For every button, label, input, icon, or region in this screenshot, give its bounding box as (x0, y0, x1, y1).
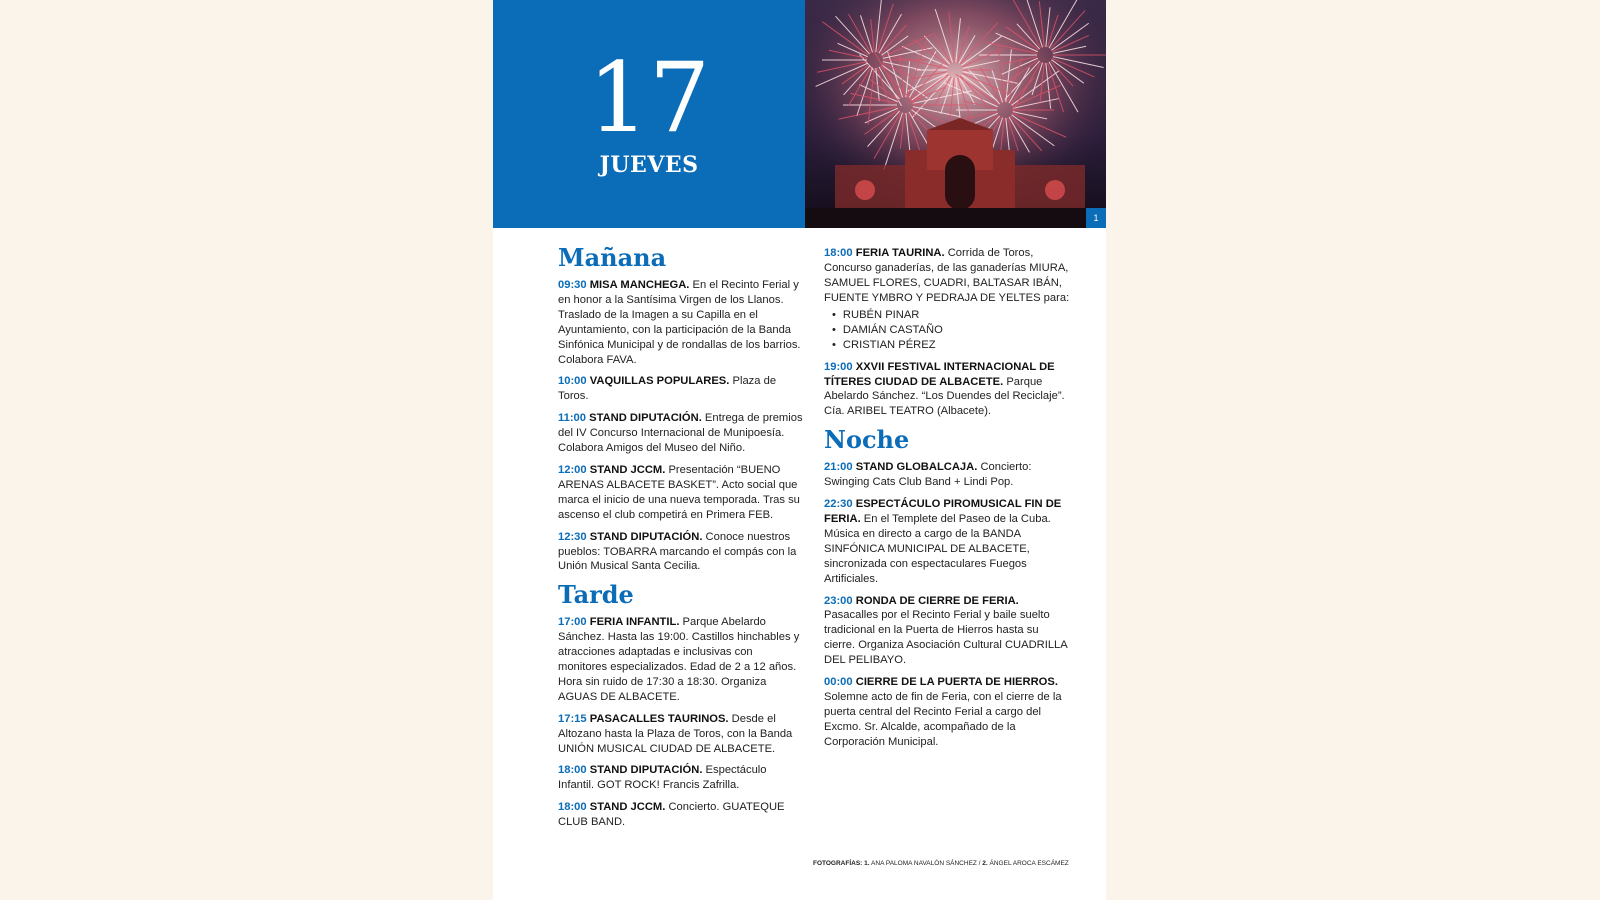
left-column (558, 244, 803, 837)
event-time: 10:00 (558, 375, 587, 388)
event-title: STAND JCCM. (589, 801, 666, 814)
event-description: Conoce nuestros pueblos: TOBARRA marcando el compás con la Unión Musical Santa Cecilia. (558, 530, 797, 573)
event-title: STAND GLOBALCAJA. (855, 461, 978, 474)
matador-item: • DAMIÁN CASTAÑO (832, 323, 1072, 338)
event-item (558, 374, 803, 404)
event-description: Concierto: Swinging Cats Club Band + Lindi Pop. (824, 461, 1032, 489)
event-item (558, 800, 803, 830)
section-title-noche: Noche (824, 425, 910, 455)
fireworks-image (805, 0, 1106, 228)
event-description: Solemne acto de fin de Feria, con el cierre de la puerta central del Recinto Ferial a cargo del Excmo. Sr. Alcalde, acompañado de la Corporación Municipal. (824, 690, 1062, 748)
event-item (558, 463, 803, 523)
event-description: Presentación “BUENO ARENAS ALBACETE BASKET”. Acto social que marca el inicio de una nueva temporada. Tras su ascenso el club competirá en Primera FEB. (558, 463, 800, 521)
event-time: 19:00 (824, 360, 853, 373)
event-description: Corrida de Toros, Concurso ganaderías, de las ganaderías MIURA, SAMUEL FLORES, CUADRI, BALTASAR IBÁN, FUENTE YMBRO Y PEDRAJA DE YELTES para: (824, 247, 1070, 304)
photo-number: 1 (1086, 208, 1106, 228)
program-page (493, 0, 1106, 900)
credits-label: FOTOGRAFÍAS: (813, 860, 863, 867)
event-description: Pasacalles por el Recinto Ferial y baile suelto tradicional en la Puerta de Hierros hasta su cierre. Organiza Asociación Cultural CUADRILLA DEL PELIBAYO. (824, 609, 1068, 667)
event-description: En el Recinto Ferial y en honor a la Santísima Virgen de los Llanos. Traslado de la Imagen a su Capilla en el Ayuntamiento, con la participación de la Banda Sinfónica Municipal y de rondallas de los barrios. Colabora FAVA. (558, 279, 801, 366)
event-item (558, 712, 803, 757)
event-time: 22:30 (824, 498, 853, 511)
event-title: FERIA INFANTIL. (589, 616, 680, 629)
event-item (558, 615, 803, 704)
event-title: VAQUILLAS POPULARES. (589, 375, 730, 388)
credit-2: ÁNGEL AROCA ESCÁMEZ (987, 860, 1069, 867)
event-time: 18:00 (558, 764, 587, 777)
event-time: 00:00 (824, 676, 853, 689)
date-block (493, 0, 805, 228)
event-item (824, 497, 1072, 586)
event-title: STAND DIPUTACIÓN. (589, 764, 703, 777)
event-description: Concierto. GUATEQUE CLUB BAND. (558, 801, 785, 829)
event-item (558, 278, 803, 367)
weekday-label: JUEVES (599, 152, 699, 178)
event-time: 18:00 (824, 247, 853, 259)
event-time: 18:00 (558, 801, 587, 814)
event-time: 17:00 (558, 616, 587, 629)
manana-events (558, 278, 803, 574)
event-description: Desde el Altozano hasta la Plaza de Toros, con la Banda UNIÓN MUSICAL CIUDAD DE ALBACETE. (558, 712, 793, 755)
matador-item: • RUBÉN PINAR (832, 308, 1072, 323)
event-item (824, 360, 1072, 420)
event-title: ESPECTÁCULO PIROMUSICAL FIN DE FERIA. (824, 498, 1062, 525)
event-title: STAND DIPUTACIÓN. (589, 530, 703, 543)
event-description: En el Templete del Paseo de la Cuba. Música en directo a cargo de la BANDA SINFÓNICA MUNICIPAL DE ALBACETE, sincronizada con espectaculares Fuegos Artificiales. (824, 512, 1051, 585)
event-time: 12:00 (558, 463, 587, 476)
event-title: STAND DIPUTACIÓN. (589, 412, 702, 425)
photo-credits (813, 860, 1069, 867)
event-item (824, 594, 1072, 669)
event-description: Parque Abelardo Sánchez. “Los Duendes del Reciclaje”. Cía. ARIBEL TEATRO (Albacete). (824, 375, 1065, 418)
section-title-manana: Mañana (558, 243, 667, 272)
event-item (824, 675, 1072, 750)
event-time: 11:00 (558, 412, 586, 425)
event-time: 21:00 (824, 461, 853, 474)
matador-item: • CRISTIAN PÉREZ (832, 338, 1072, 353)
event-item (558, 530, 803, 575)
event-title: RONDA DE CIERRE DE FERIA. (855, 594, 1019, 607)
event-time: 17:15 (558, 712, 587, 725)
fireworks-photo (805, 0, 1106, 228)
event-title: MISA MANCHEGA. (589, 279, 690, 291)
event-item (558, 763, 803, 793)
day-number: 17 (587, 42, 711, 154)
event-title: STAND JCCM. (589, 463, 666, 476)
event-time: 09:30 (558, 279, 587, 291)
event-title: CIERRE DE LA PUERTA DE HIERROS. (855, 676, 1058, 689)
event-description: Plaza de Toros. (558, 375, 777, 403)
credit-1: ANA PALOMA NAVALÓN SÁNCHEZ / (869, 860, 983, 867)
tarde-events (558, 615, 803, 830)
event-title: PASACALLES TAURINOS. (589, 712, 729, 725)
section-title-tarde: Tarde (558, 580, 634, 610)
event-item (824, 246, 1072, 353)
event-time: 23:00 (824, 594, 853, 607)
matador-list (824, 308, 1072, 353)
credit-number-2: 2. (982, 860, 988, 867)
credit-number-1: 1. (864, 860, 870, 867)
event-item (558, 411, 803, 456)
event-description: Entrega de premios del IV Concurso Internacional de Munipoesía. Colabora Amigos del Museo del Niño. (558, 412, 803, 455)
event-time: 12:30 (558, 530, 587, 543)
event-description: Parque Abelardo Sánchez. Hasta las 19:00. Castillos hinchables y atracciones adaptadas e inclusivas con monitores especializados. Edad de 2 a 12 años. Hora sin ruido de 17:30 a 18:30. Organiza AGUAS DE ALBACETE. (558, 616, 800, 703)
event-title: XXVII FESTIVAL INTERNACIONAL DE TÍTERES CIUDAD DE ALBACETE. (824, 360, 1055, 388)
right-column (824, 246, 1072, 757)
event-item (824, 460, 1072, 490)
event-description: Espectáculo Infantil. GOT ROCK! Francis Zafrilla. (558, 764, 767, 792)
event-title: FERIA TAURINA. (855, 247, 945, 259)
tarde-events-continued (824, 246, 1072, 419)
noche-events (824, 460, 1072, 749)
